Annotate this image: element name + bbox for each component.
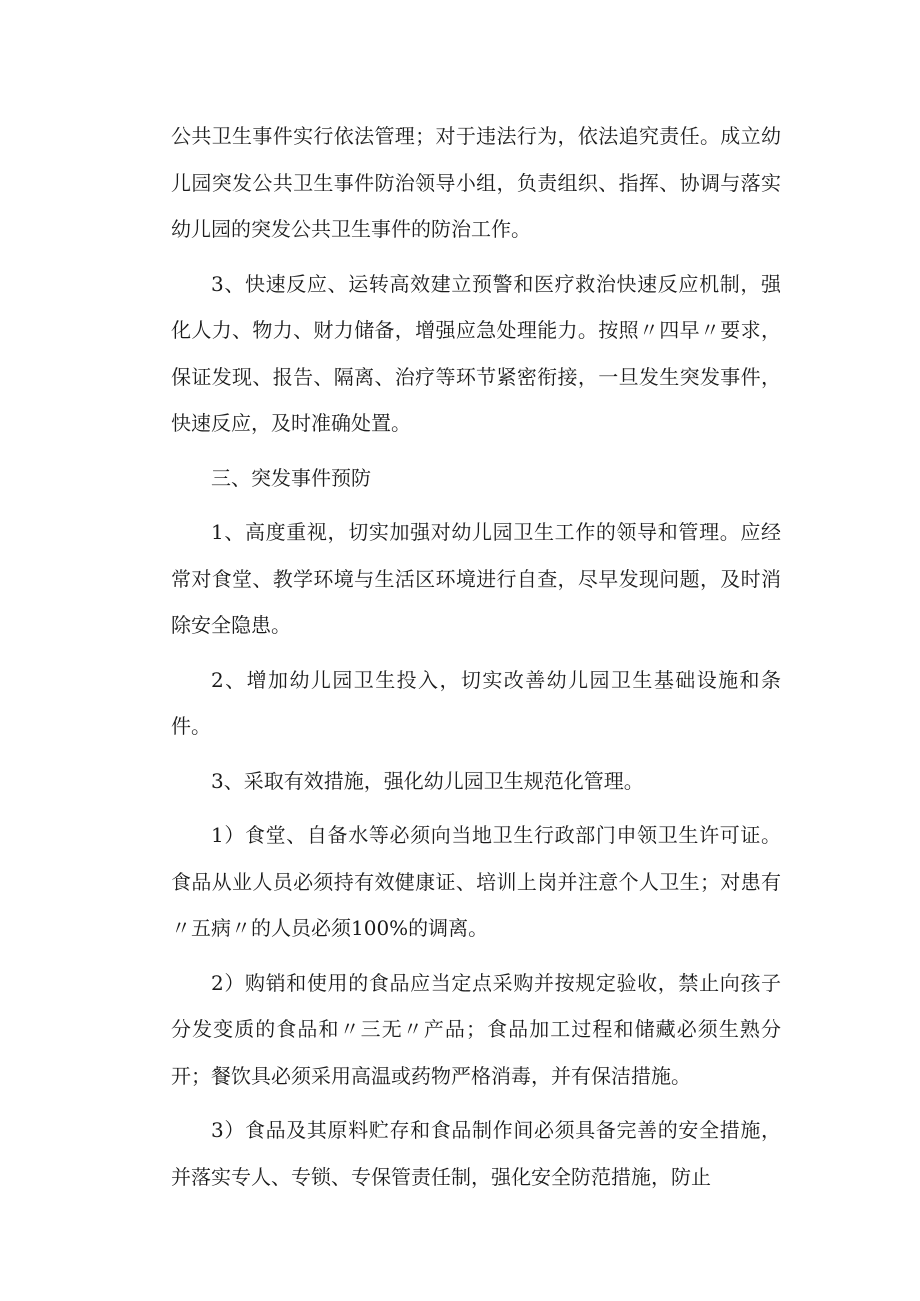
paragraph-1: 公共卫生事件实行依法管理；对于违法行为，依法追究责任。成立幼儿园突发公共卫生事件防治领导小组，负责组织、指挥、协调与落实幼儿园的突发公共卫生事件的防治工作。 [171, 124, 781, 241]
paragraph-5: 3、采取有效措施，强化幼儿园卫生规范化管理。 [211, 768, 644, 793]
paragraph-7: 2）购销和使用的食品应当定点采购并按规定验收，禁止向孩子分发变质的食品和〃三无〃产品；食品加工过程和储藏必须生熟分开；餐饮具必须采用高温或药物严格消毒，并有保洁措施。 [171, 970, 781, 1088]
document-body [171, 113, 781, 1208]
paragraph-4: 2、增加幼儿园卫生投入，切实改善幼儿园卫生基础设施和条件。 [171, 667, 781, 738]
paragraph-8: 3）食品及其原料贮存和食品制作间必须具备完善的安全措施，并落实专人、专锁、专保管责任制，强化安全防范措施，防止 [171, 1118, 781, 1189]
section-heading: 三、突发事件预防 [211, 465, 371, 490]
paragraph-3: 1、高度重视，切实加强对幼儿园卫生工作的领导和管理。应经常对食堂、教学环境与生活区环境进行自查，尽早发现问题，及时消除安全隐患。 [171, 520, 781, 637]
paragraph-2: 3、快速反应、运转高效建立预警和医疗救治快速反应机制，强化人力、物力、财力储备，增强应急处理能力。按照〃四早〃要求，保证发现、报告、隔离、治疗等环节紧密衔接，一旦发生突发事件，快速反应，及时准确处置。 [171, 271, 781, 435]
paragraph-6: 1）食堂、自备水等必须向当地卫生行政部门申领卫生许可证。食品从业人员必须持有效健康证、培训上岗并注意个人卫生；对患有〃五病〃的人员必须100%的调离。 [171, 823, 781, 940]
